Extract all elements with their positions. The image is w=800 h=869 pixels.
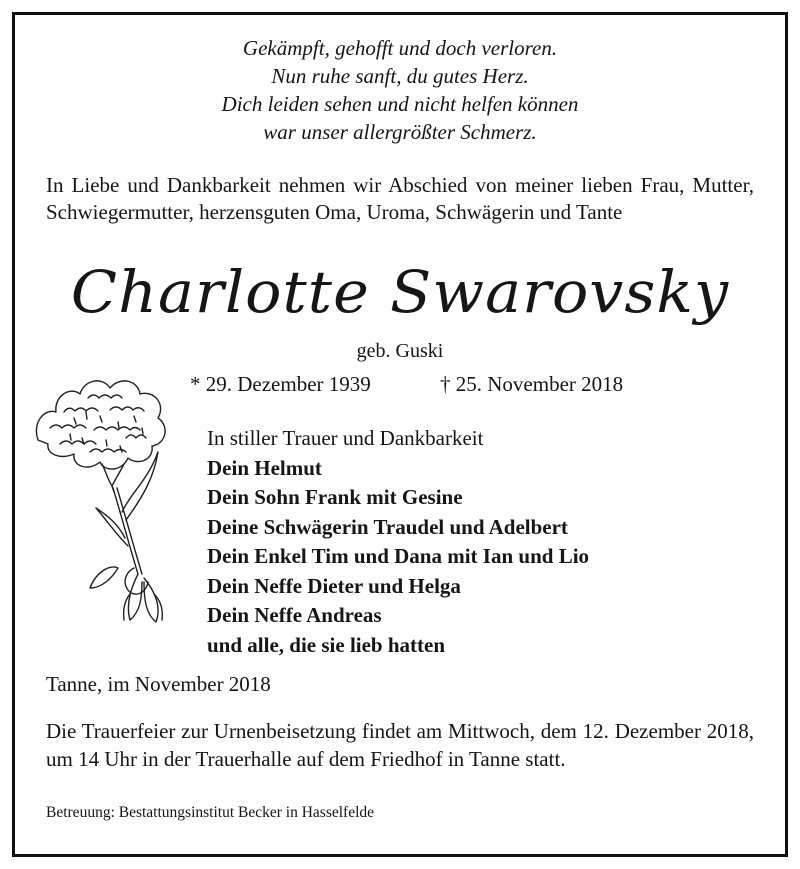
place-date: Tanne, im November 2018: [46, 672, 271, 696]
mourners-block: [207, 424, 589, 660]
mourner-name: Deine Schwägerin Traudel und Adelbert: [207, 514, 568, 539]
mourner-name: Dein Neffe Dieter und Helga: [207, 573, 461, 598]
maiden-name: geb. Guski: [356, 340, 444, 362]
mourner-name: Dein Enkel Tim und Dana mit Ian und Lio: [207, 544, 590, 568]
poem: [0, 34, 800, 146]
poem-line: Gekämpft, gehofft und doch verloren.: [242, 36, 558, 60]
funeral-home-credit: Betreuung: Bestattungsinstitut Becker in Hasselfelde: [46, 804, 375, 821]
death-date: † 25. November 2018: [440, 372, 624, 396]
poem-line: Nun ruhe sanft, du gutes Herz.: [271, 64, 529, 88]
mourners-heading: In stiller Trauer und Dankbarkeit: [207, 426, 484, 450]
deceased-name: Charlotte Swarovsky: [70, 258, 730, 326]
service-info: Die Trauerfeier zur Urnenbeisetzung findet am Mittwoch, dem 12. Dezember 2018, um 14 Uhr in der Trauerhalle auf dem Friedhof in Tanne statt.: [46, 719, 754, 771]
carnation-icon: [30, 368, 180, 628]
intro-text: In Liebe und Dankbarkeit nehmen wir Abschied von meiner lieben Frau, Mutter, Schwiegermutter, herzensguten Oma, Uroma, Schwägerin und Tante: [46, 173, 754, 224]
mourner-name: Dein Helmut: [207, 455, 322, 480]
mourner-name: und alle, die sie lieb hatten: [207, 632, 446, 657]
poem-line: war unser allergrößter Schmerz.: [263, 120, 537, 144]
mourner-name: Dein Neffe Andreas: [207, 603, 382, 627]
mourner-name: Dein Sohn Frank mit Gesine: [207, 485, 463, 509]
birth-date: * 29. Dezember 1939: [190, 372, 371, 396]
poem-line: Dich leiden sehen und nicht helfen können: [221, 92, 579, 116]
